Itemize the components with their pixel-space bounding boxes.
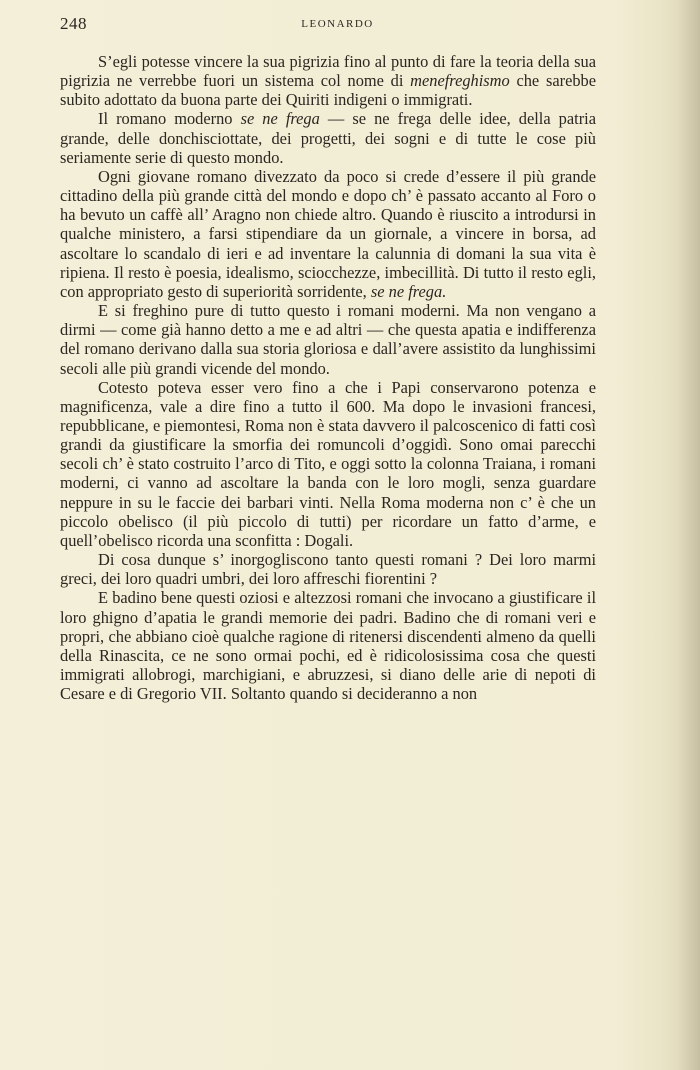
paragraph <box>60 109 596 166</box>
paragraph <box>60 588 596 703</box>
paragraph <box>60 167 596 301</box>
text-run: che sarebbe subito adottato da buona parte dei Quiriti indigeni o immigrati. <box>60 71 597 110</box>
page-edge-shadow <box>678 0 700 1070</box>
italic-text: se ne frega. <box>370 281 447 301</box>
paragraph <box>60 378 596 550</box>
body-text <box>60 52 596 703</box>
text-run: Il romano moderno <box>98 109 241 129</box>
paragraph <box>60 550 596 588</box>
text-run: Ogni giovane romano divezzato da poco si crede d’essere il più grande cittadino della più grande città del mondo e dopo ch’ è passato accanto al Foro o ha bevuto un caffè all’ Aragno non chiede altro. Quando è riuscito a introdursi in qualche ministero, a farsi stipendiare da un giornale, a vincere in borsa, ad ascoltare lo scandalo di ieri e ad inventare la calunnia di domani la sua vita è ripiena. Il resto è poesia, idealismo, sciocchezze, imbecillità. Di tutto il resto egli, con appropriato gesto di superiorità sorridente, <box>60 166 596 301</box>
page-header <box>60 14 615 38</box>
text-run: E si freghino pure di tutto questo i romani moderni. Ma non vengano a dirmi — come già hanno detto a me e ad altri — che questa apatia e indifferenza del romano derivano dalla sua storia gloriosa e dall’avere assistito da lunghissimi secoli alle più grandi vicende del mondo. <box>60 301 596 378</box>
paragraph <box>60 52 596 109</box>
running-head: LEONARDO <box>301 18 374 30</box>
text-run: — se ne frega delle idee, della patria grande, delle donchisciottate, dei progetti, dei sogni e di tutte le cose più seriamente serie di questo mondo. <box>60 109 596 167</box>
text-run: Di cosa dunque s’ inorgogliscono tanto questi romani ? Dei loro marmi greci, dei loro quadri umbri, dei loro affreschi fiorentini ? <box>60 550 596 589</box>
text-run: E badino bene questi oziosi e altezzosi romani che invocano a giustificare il loro ghigno d’apatia le grandi memorie dei padri. Badino che di romani veri e propri, che abbiano cioè qualche ragione di ritenersi discendenti almeno da quelli della Rinascita, ce ne sono ormai pochi, ed è ridicolosissima cosa che questi immigrati allobrogi, marchigiani, e abruzzesi, si diano delle arie di nepoti di Cesare e di Gregorio VII. Soltanto quando si decideranno a non <box>60 588 596 704</box>
page-number: 248 <box>60 14 87 33</box>
italic-text: menefreghismo <box>410 71 510 91</box>
italic-text: se ne frega <box>240 109 320 129</box>
text-run: Cotesto poteva esser vero fino a che i Papi conservarono potenza e magnificenza, vale a dire fino a tutto il 600. Ma dopo le invasioni francesi, repubblicane, e piemontesi, Roma non è stata davvero il palcoscenico di fatti così grandi da giustificare la smorfia dei romuncoli d’oggidì. Sono omai parecchi secoli ch’ è stato costruito l’arco di Tito, e oggi sotto la colonna Traiana, i romani moderni, ci vanno ad ascoltare la banda con le loro mogli, senza guardare neppure in su le faccie dei barbari vinti. Nella Roma moderna non c’ è che un piccolo obelisco (il più piccolo di tutti) per ricordare un fatto d’arme, e quell’obelisco ricorda una sconfitta : Dogali. <box>60 377 596 550</box>
text-run: S’egli potesse vincere la sua pigrizia fino al punto di fare la teoria della sua pigrizia ne verrebbe fuori un sistema col nome di <box>60 52 596 91</box>
paragraph <box>60 301 596 378</box>
